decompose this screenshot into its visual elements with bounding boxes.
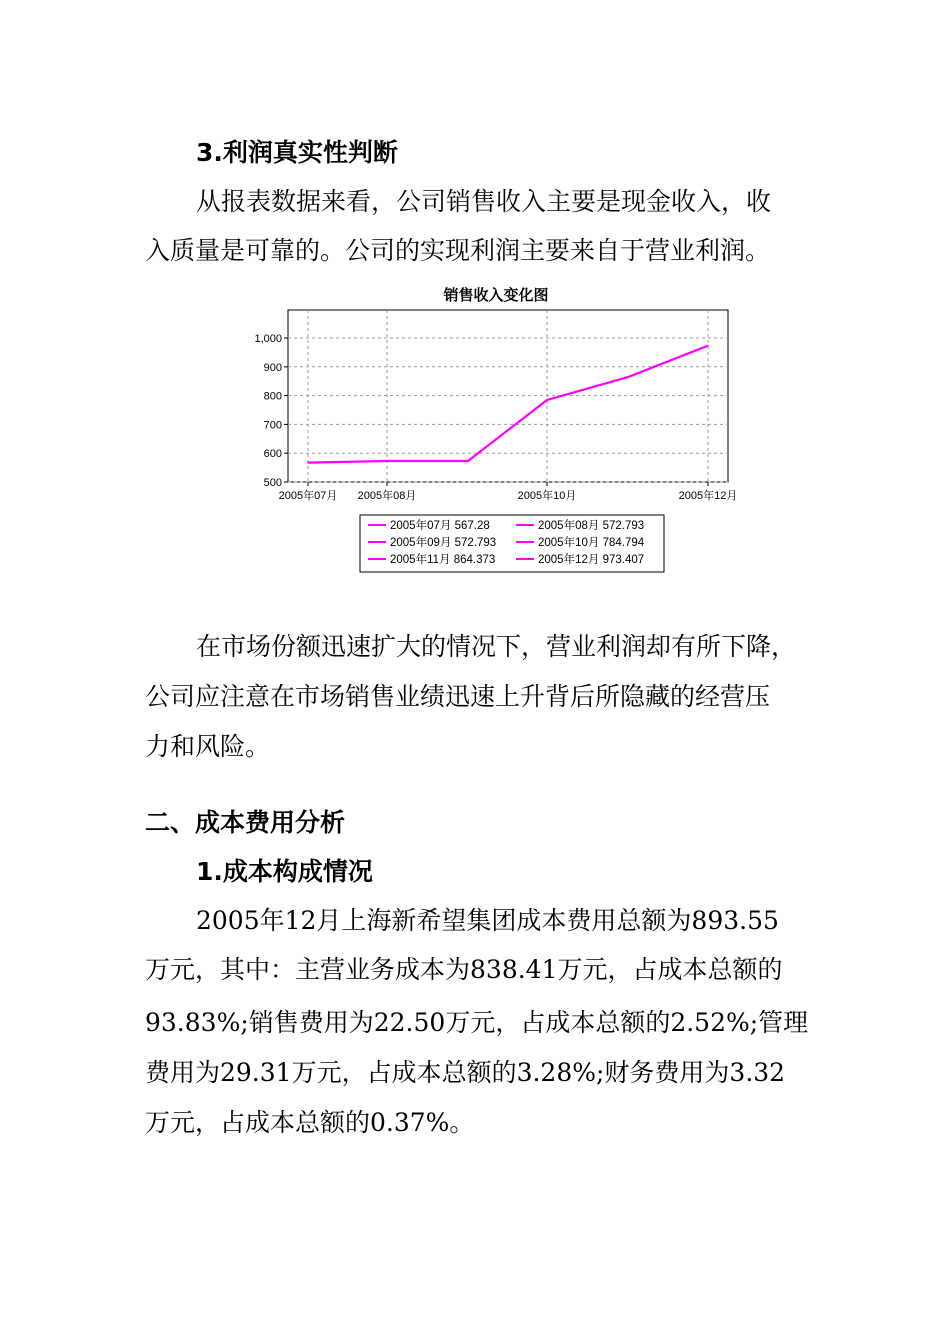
data-point bbox=[707, 345, 709, 347]
y-tick-label: 700 bbox=[263, 419, 282, 432]
paragraph-line: 从报表数据来看，公司销售收入主要是现金收入，收 bbox=[196, 187, 772, 216]
legend-entry: 2005年08月 572.793 bbox=[538, 520, 645, 532]
paragraph-line: 万元，其中：主营业务成本为838.41万元，占成本总额的 bbox=[145, 955, 783, 984]
x-tick-label: 2005年07月 bbox=[278, 490, 338, 502]
x-tick-label: 2005年12月 bbox=[678, 490, 738, 502]
paragraph-line: 入质量是可靠的。公司的实现利润主要来自于营业利润。 bbox=[145, 236, 771, 265]
y-tick-label: 600 bbox=[263, 448, 282, 461]
paragraph-line: 万元，占成本总额的0.37%。 bbox=[145, 1108, 475, 1137]
paragraph-line: 力和风险。 bbox=[145, 732, 271, 761]
y-tick-label: 900 bbox=[263, 361, 282, 374]
paragraph-line: 在市场份额迅速扩大的情况下，营业利润却有所下降， bbox=[196, 632, 797, 661]
legend-entry: 2005年09月 572.793 bbox=[390, 537, 497, 549]
paragraph-line: 费用为29.31万元，占成本总额的3.28%;财务费用为3.32 bbox=[145, 1058, 786, 1087]
sales-revenue-chart bbox=[240, 280, 750, 580]
data-point bbox=[386, 460, 388, 462]
data-point bbox=[307, 462, 309, 464]
data-point bbox=[467, 460, 469, 462]
legend-entry: 2005年10月 784.794 bbox=[538, 537, 645, 549]
chart-title: 销售收入变化图 bbox=[443, 286, 549, 304]
legend-entry: 2005年12月 973.407 bbox=[538, 554, 645, 566]
chart-svg bbox=[240, 280, 750, 580]
section-heading: 3.利润真实性判断 bbox=[196, 138, 398, 167]
x-tick-label: 2005年10月 bbox=[517, 490, 577, 502]
paragraph-line: 2005年12月上海新希望集团成本费用总额为893.55 bbox=[196, 906, 779, 935]
data-point bbox=[627, 376, 629, 378]
legend-entry: 2005年07月 567.28 bbox=[390, 520, 490, 532]
x-tick-label: 2005年08月 bbox=[357, 490, 417, 502]
paragraph-line: 93.83%;销售费用为22.50万元，占成本总额的2.52%;管理 bbox=[145, 1008, 809, 1037]
data-point bbox=[546, 399, 548, 401]
y-tick-label: 1,000 bbox=[254, 333, 282, 345]
y-tick-label: 800 bbox=[263, 390, 282, 403]
subsection-heading: 1.成本构成情况 bbox=[196, 857, 373, 886]
paragraph-line: 公司应注意在市场销售业绩迅速上升背后所隐藏的经营压 bbox=[145, 682, 771, 711]
legend-entry: 2005年11月 864.373 bbox=[390, 554, 496, 566]
y-tick-label: 500 bbox=[263, 477, 282, 489]
section-heading: 二、成本费用分析 bbox=[145, 808, 346, 837]
